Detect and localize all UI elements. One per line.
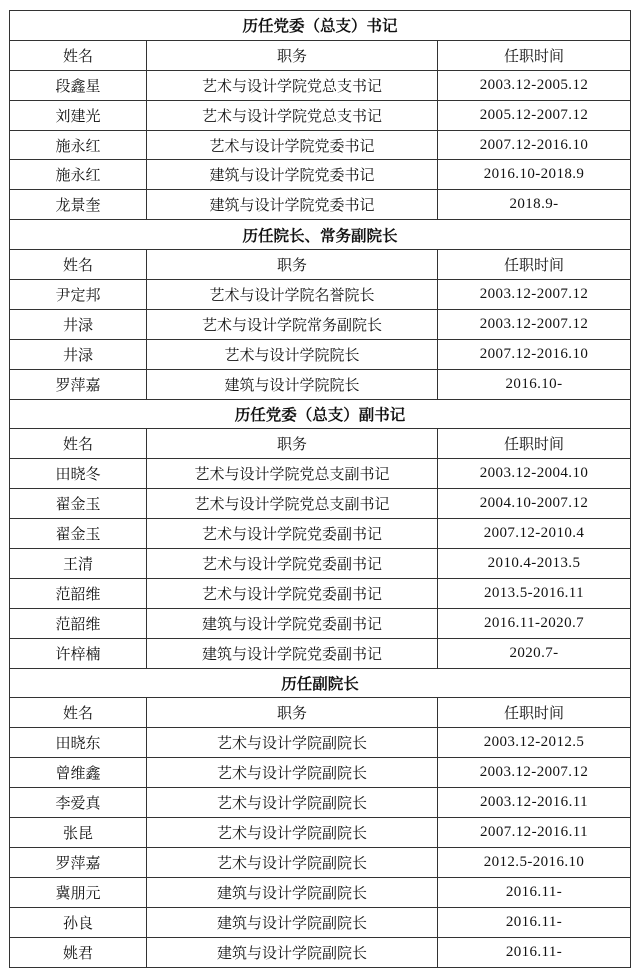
cell-name: 刘建光 bbox=[10, 100, 147, 130]
cell-name: 姚君 bbox=[10, 937, 147, 967]
section-title-row bbox=[10, 668, 631, 698]
cell-position: 艺术与设计学院党委副书记 bbox=[147, 549, 438, 579]
cell-name: 施永红 bbox=[10, 160, 147, 190]
cell-term: 2016.10-2018.9 bbox=[438, 160, 631, 190]
section-title-row bbox=[10, 399, 631, 429]
cell-position: 建筑与设计学院院长 bbox=[147, 369, 438, 399]
cell-term: 2003.12-2005.12 bbox=[438, 70, 631, 100]
cell-name: 曾维鑫 bbox=[10, 758, 147, 788]
column-header-row bbox=[10, 429, 631, 459]
cell-term: 2003.12-2004.10 bbox=[438, 459, 631, 489]
header-position: 职务 bbox=[147, 429, 438, 459]
table-row bbox=[10, 309, 631, 339]
table-row bbox=[10, 100, 631, 130]
cell-name: 井渌 bbox=[10, 339, 147, 369]
cell-term: 2004.10-2007.12 bbox=[438, 489, 631, 519]
cell-term: 2016.11- bbox=[438, 907, 631, 937]
cell-position: 艺术与设计学院名誉院长 bbox=[147, 280, 438, 310]
cell-position: 建筑与设计学院党委书记 bbox=[147, 160, 438, 190]
cell-name: 翟金玉 bbox=[10, 519, 147, 549]
cell-position: 建筑与设计学院副院长 bbox=[147, 877, 438, 907]
cell-position: 艺术与设计学院党委副书记 bbox=[147, 519, 438, 549]
cell-term: 2016.10- bbox=[438, 369, 631, 399]
cell-name: 张昆 bbox=[10, 818, 147, 848]
column-header-row bbox=[10, 250, 631, 280]
column-header-row bbox=[10, 698, 631, 728]
header-name: 姓名 bbox=[10, 250, 147, 280]
cell-term: 2003.12-2016.11 bbox=[438, 788, 631, 818]
table-row bbox=[10, 489, 631, 519]
cell-term: 2003.12-2007.12 bbox=[438, 758, 631, 788]
cell-position: 艺术与设计学院副院长 bbox=[147, 728, 438, 758]
cell-name: 尹定邦 bbox=[10, 280, 147, 310]
cell-position: 建筑与设计学院党委副书记 bbox=[147, 608, 438, 638]
cell-name: 罗萍嘉 bbox=[10, 369, 147, 399]
table-row bbox=[10, 877, 631, 907]
table-row bbox=[10, 907, 631, 937]
cell-position: 艺术与设计学院院长 bbox=[147, 339, 438, 369]
table-row bbox=[10, 788, 631, 818]
cell-name: 田晓东 bbox=[10, 728, 147, 758]
header-term: 任职时间 bbox=[438, 250, 631, 280]
cell-term: 2016.11- bbox=[438, 877, 631, 907]
table-row bbox=[10, 818, 631, 848]
table-row bbox=[10, 519, 631, 549]
table-row bbox=[10, 638, 631, 668]
section-title-row bbox=[10, 220, 631, 250]
table-row bbox=[10, 728, 631, 758]
cell-term: 2007.12-2016.10 bbox=[438, 339, 631, 369]
cell-term: 2005.12-2007.12 bbox=[438, 100, 631, 130]
cell-term: 2003.12-2007.12 bbox=[438, 309, 631, 339]
cell-term: 2018.9- bbox=[438, 190, 631, 220]
cell-position: 艺术与设计学院党总支书记 bbox=[147, 100, 438, 130]
table-row bbox=[10, 339, 631, 369]
cell-name: 孙良 bbox=[10, 907, 147, 937]
table-row bbox=[10, 608, 631, 638]
cell-position: 建筑与设计学院党委书记 bbox=[147, 190, 438, 220]
cell-position: 艺术与设计学院党委书记 bbox=[147, 130, 438, 160]
table-row bbox=[10, 758, 631, 788]
cell-name: 井渌 bbox=[10, 309, 147, 339]
cell-term: 2013.5-2016.11 bbox=[438, 578, 631, 608]
table-row bbox=[10, 130, 631, 160]
table-row bbox=[10, 70, 631, 100]
table-row bbox=[10, 549, 631, 579]
cell-name: 龙景奎 bbox=[10, 190, 147, 220]
header-name: 姓名 bbox=[10, 698, 147, 728]
table-row bbox=[10, 190, 631, 220]
section-title: 历任副院长 bbox=[10, 668, 631, 698]
cell-position: 艺术与设计学院副院长 bbox=[147, 788, 438, 818]
cell-term: 2007.12-2016.11 bbox=[438, 818, 631, 848]
cell-position: 艺术与设计学院副院长 bbox=[147, 847, 438, 877]
cell-name: 范韶维 bbox=[10, 578, 147, 608]
cell-term: 2020.7- bbox=[438, 638, 631, 668]
cell-position: 艺术与设计学院党委副书记 bbox=[147, 578, 438, 608]
header-name: 姓名 bbox=[10, 40, 147, 70]
header-term: 任职时间 bbox=[438, 698, 631, 728]
table-row bbox=[10, 160, 631, 190]
table-body bbox=[10, 11, 631, 968]
cell-term: 2012.5-2016.10 bbox=[438, 847, 631, 877]
table-row bbox=[10, 847, 631, 877]
section-title: 历任党委（总支）书记 bbox=[10, 11, 631, 41]
cell-term: 2007.12-2016.10 bbox=[438, 130, 631, 160]
table-row bbox=[10, 459, 631, 489]
table-row bbox=[10, 937, 631, 967]
column-header-row bbox=[10, 40, 631, 70]
cell-name: 段鑫星 bbox=[10, 70, 147, 100]
cell-name: 范韶维 bbox=[10, 608, 147, 638]
cell-position: 艺术与设计学院副院长 bbox=[147, 758, 438, 788]
cell-name: 李爱真 bbox=[10, 788, 147, 818]
leadership-history-table bbox=[9, 10, 631, 968]
cell-term: 2016.11- bbox=[438, 937, 631, 967]
cell-name: 冀朋元 bbox=[10, 877, 147, 907]
cell-position: 艺术与设计学院党总支副书记 bbox=[147, 489, 438, 519]
section-title: 历任党委（总支）副书记 bbox=[10, 399, 631, 429]
table-row bbox=[10, 369, 631, 399]
cell-term: 2003.12-2007.12 bbox=[438, 280, 631, 310]
header-term: 任职时间 bbox=[438, 429, 631, 459]
cell-position: 建筑与设计学院副院长 bbox=[147, 937, 438, 967]
cell-term: 2003.12-2012.5 bbox=[438, 728, 631, 758]
section-title: 历任院长、常务副院长 bbox=[10, 220, 631, 250]
header-position: 职务 bbox=[147, 698, 438, 728]
header-name: 姓名 bbox=[10, 429, 147, 459]
cell-position: 建筑与设计学院党委副书记 bbox=[147, 638, 438, 668]
header-position: 职务 bbox=[147, 250, 438, 280]
section-title-row bbox=[10, 11, 631, 41]
header-term: 任职时间 bbox=[438, 40, 631, 70]
cell-name: 王清 bbox=[10, 549, 147, 579]
header-position: 职务 bbox=[147, 40, 438, 70]
cell-term: 2010.4-2013.5 bbox=[438, 549, 631, 579]
cell-position: 建筑与设计学院副院长 bbox=[147, 907, 438, 937]
cell-term: 2016.11-2020.7 bbox=[438, 608, 631, 638]
cell-term: 2007.12-2010.4 bbox=[438, 519, 631, 549]
table-row bbox=[10, 578, 631, 608]
cell-name: 翟金玉 bbox=[10, 489, 147, 519]
cell-name: 许梓楠 bbox=[10, 638, 147, 668]
cell-position: 艺术与设计学院党总支书记 bbox=[147, 70, 438, 100]
cell-position: 艺术与设计学院副院长 bbox=[147, 818, 438, 848]
cell-name: 罗萍嘉 bbox=[10, 847, 147, 877]
cell-name: 施永红 bbox=[10, 130, 147, 160]
cell-position: 艺术与设计学院常务副院长 bbox=[147, 309, 438, 339]
table-row bbox=[10, 280, 631, 310]
cell-name: 田晓冬 bbox=[10, 459, 147, 489]
cell-position: 艺术与设计学院党总支副书记 bbox=[147, 459, 438, 489]
